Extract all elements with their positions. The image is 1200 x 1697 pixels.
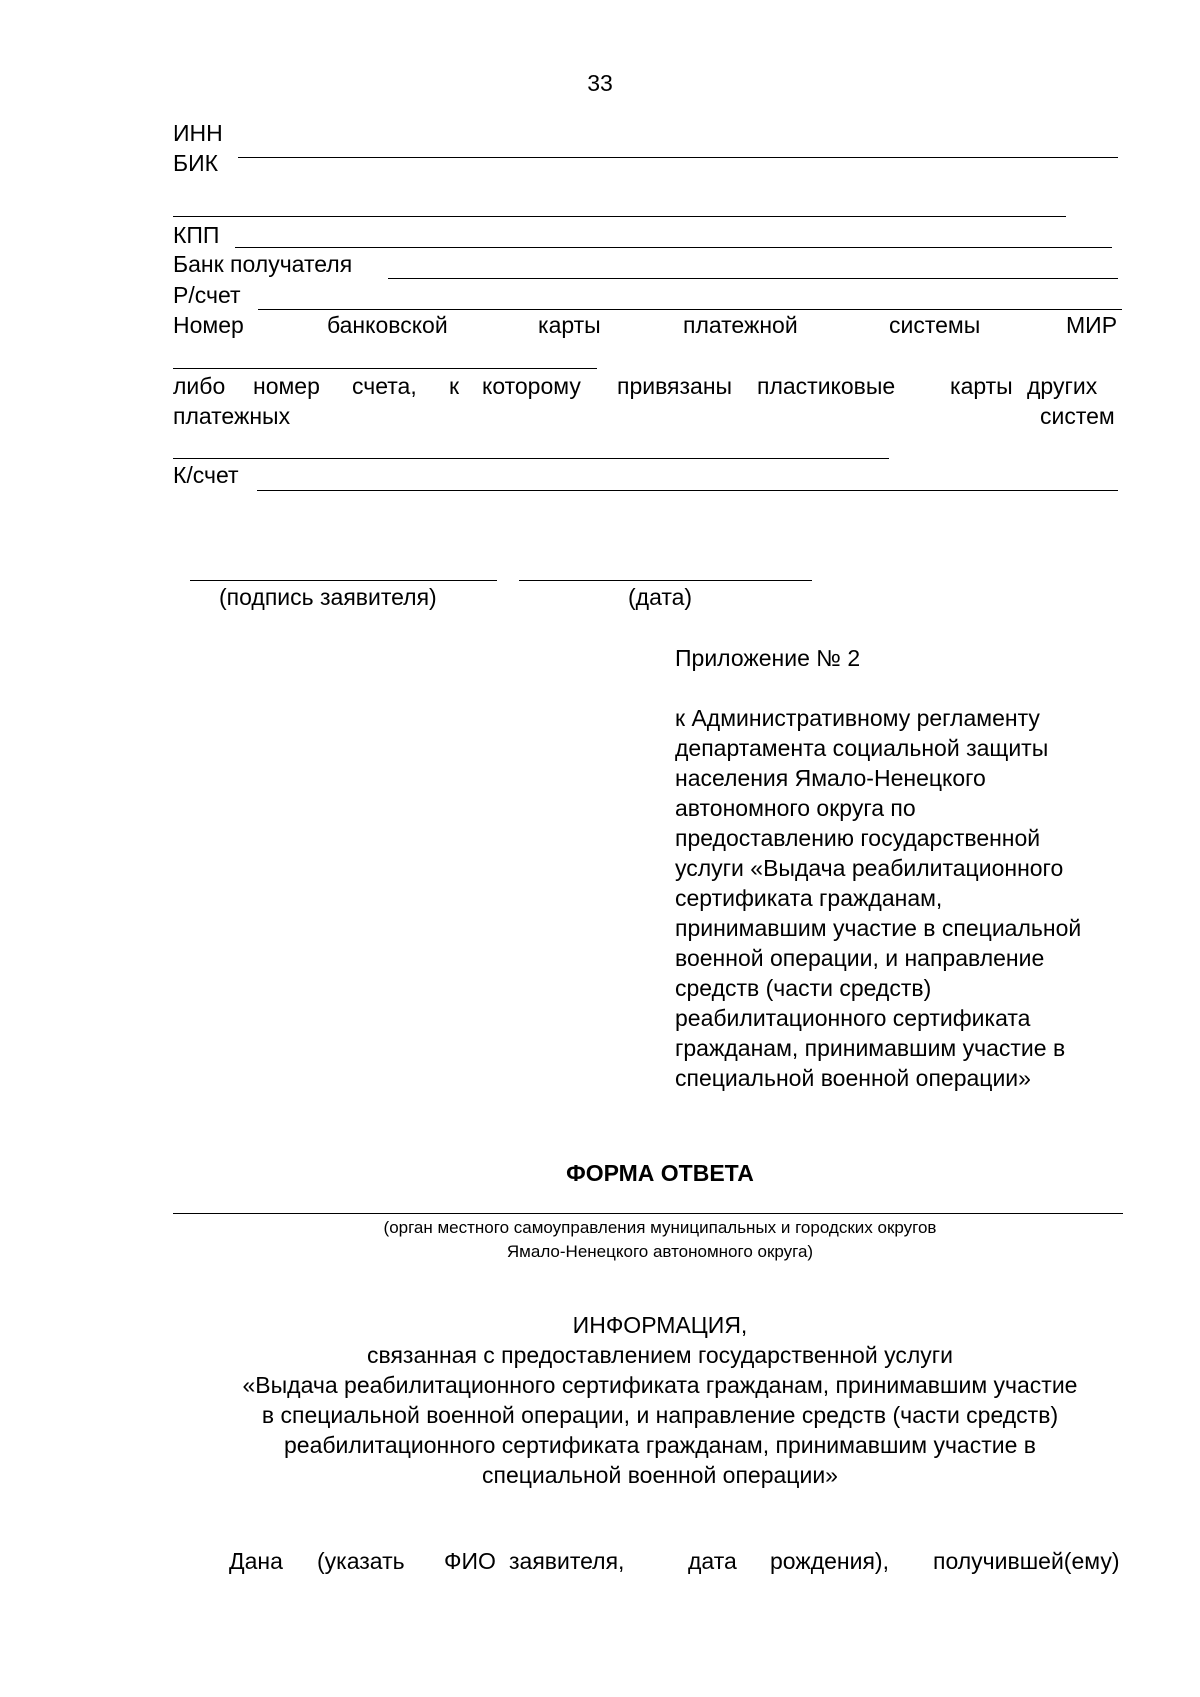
bik-label: БИК (173, 150, 219, 176)
appendix-title: Приложение № 2 (675, 645, 861, 671)
card-word-4: платежной (683, 312, 798, 338)
alt-word-3: счета, (352, 373, 417, 399)
corr-account-label: К/счет (173, 462, 239, 488)
authority-field-line (173, 1213, 1123, 1214)
body-word: дата (688, 1548, 737, 1574)
authority-caption-line: Ямало-Ненецкого автономного округа) (506, 1242, 814, 1261)
appendix-line: принимавшим участие в специальной (675, 915, 1082, 941)
alt-word-1: либо (173, 373, 226, 399)
appendix-line: сертификата гражданам, (675, 885, 943, 911)
inn-field-line (238, 157, 1118, 158)
info-line: реабилитационного сертификата гражданам, принимавшим участие в (283, 1432, 1037, 1458)
signature-line (190, 580, 497, 581)
alt-word-8: карты (950, 373, 1013, 399)
info-line: «Выдача реабилитационного сертификата гражданам, принимавшим участие (242, 1372, 1078, 1398)
alt-line2-right: систем (1040, 403, 1115, 429)
body-word: получившей(ему) (933, 1548, 1120, 1574)
appendix-line: военной операции, и направление (675, 945, 1045, 971)
kpp-label: КПП (173, 222, 220, 248)
signature-caption: (подпись заявителя) (219, 584, 437, 610)
body-word: рождения), (770, 1548, 889, 1574)
bank-field-line (388, 278, 1118, 279)
appendix-line: населения Ямало-Ненецкого (675, 765, 986, 791)
card-word-3: карты (538, 312, 601, 338)
alt-word-4: к (449, 373, 460, 399)
alt-word-5: которому (482, 373, 581, 399)
card-word-6: МИР (1066, 312, 1118, 338)
alt-field-line (173, 458, 889, 459)
appendix-line: средств (части средств) (675, 975, 932, 1001)
inn-label: ИНН (173, 120, 223, 146)
alt-word-7: пластиковые (757, 373, 896, 399)
corr-account-field-line (257, 490, 1118, 491)
body-word: заявителя, (509, 1548, 625, 1574)
appendix-line: предоставлению государственной (675, 825, 1041, 851)
info-line: связанная с предоставлением государственной услуги (367, 1342, 953, 1368)
card-field-line (173, 368, 597, 369)
bank-label: Банк получателя (173, 251, 353, 277)
info-title: ИНФОРМАЦИЯ, (572, 1312, 748, 1338)
date-line (519, 580, 812, 581)
appendix-line: автономного округа по (675, 795, 916, 821)
alt-word-9: других (1027, 373, 1098, 399)
card-word-2: банковской (327, 312, 448, 338)
body-word: ФИО (444, 1548, 496, 1574)
kpp-field-line (235, 247, 1112, 248)
form-title: ФОРМА ОТВЕТА (566, 1160, 754, 1186)
appendix-line: гражданам, принимавшим участие в (675, 1035, 1066, 1061)
appendix-line: реабилитационного сертификата (675, 1005, 1031, 1031)
body-word: Дана (229, 1548, 283, 1574)
alt-word-6: привязаны (617, 373, 733, 399)
alt-word-2: номер (253, 373, 320, 399)
page-number: 33 (587, 70, 613, 96)
authority-caption-line: (орган местного самоуправления муниципальных и городских округов (383, 1218, 937, 1237)
appendix-line: специальной военной операции» (675, 1065, 1031, 1091)
account-field-line (258, 309, 1122, 310)
date-caption: (дата) (628, 584, 693, 610)
bik-field-line (173, 216, 1066, 217)
account-label: Р/счет (173, 282, 241, 308)
appendix-line: департамента социальной защиты (675, 735, 1049, 761)
info-line: в специальной военной операции, и направление средств (части средств) (261, 1402, 1059, 1428)
appendix-line: услуги «Выдача реабилитационного (675, 855, 1064, 881)
card-word-5: системы (889, 312, 981, 338)
alt-line2-left: платежных (173, 403, 291, 429)
appendix-line: к Административному регламенту (675, 705, 1040, 731)
card-word-1: Номер (173, 312, 244, 338)
body-word: (указать (317, 1548, 405, 1574)
info-line: специальной военной операции» (482, 1462, 838, 1488)
